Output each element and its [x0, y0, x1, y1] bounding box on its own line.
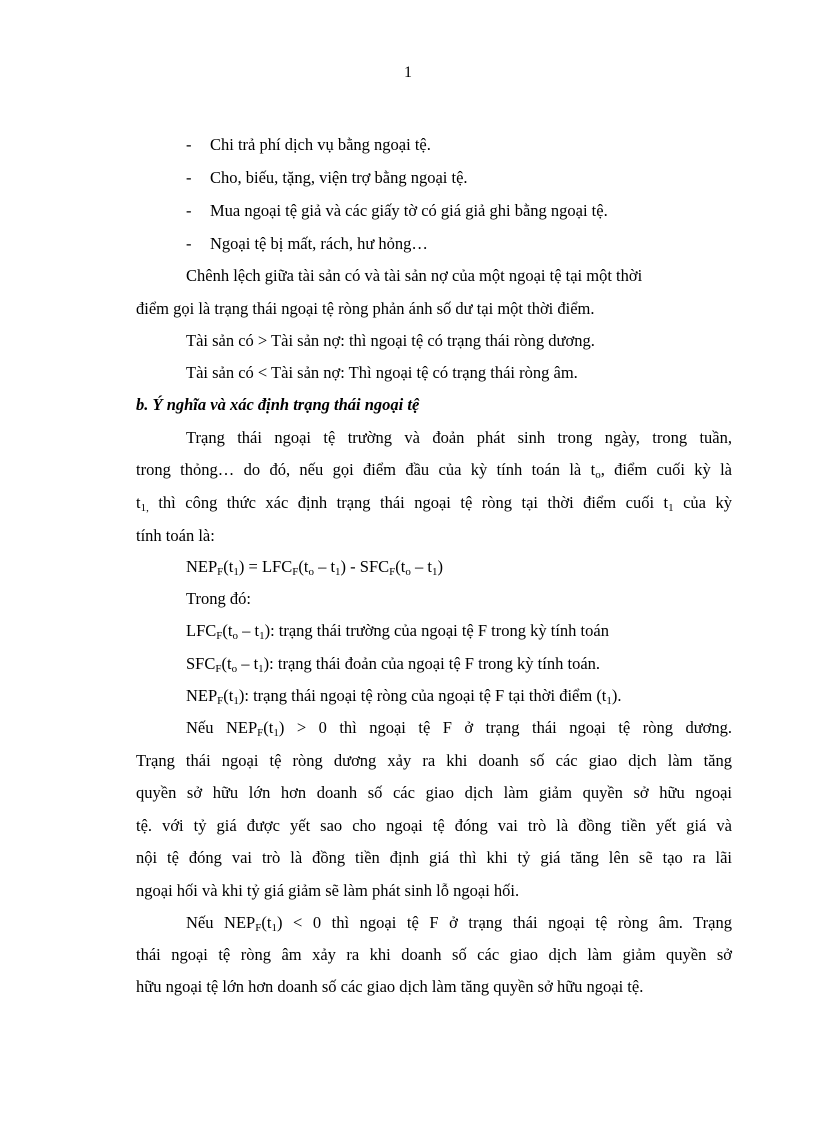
paragraph-line: quyền sở hữu lớn hơn doanh số các giao dịch làm giảm quyền sở hữu ngoại [136, 783, 732, 802]
nep-formula: $NEP_F(t_1) = LFC_F(t_o - t_1) - SFC_F(t_o - t_1)$ [186, 557, 443, 578]
bullet-dash: - [186, 168, 192, 187]
bullet-text: Ngoại tệ bị mất, rách, hư hỏng… [210, 234, 428, 253]
paragraph-line: tính toán là: [136, 526, 215, 545]
paragraph-line: trong thỏng… do đó, nếu gọi điểm đầu của kỳ tính toán là $t_o$, điểm cuối kỳ là [136, 460, 732, 481]
paragraph-line: Nếu $NEP_F(t_1) > 0$ thì ngoại tệ F ở trạng thái ngoại tệ ròng dương. [186, 718, 732, 739]
bullet-text: Chi trả phí dịch vụ bằng ngoại tệ. [210, 135, 431, 154]
page-number: 1 [404, 64, 412, 81]
bullet-dash: - [186, 234, 192, 253]
bullet-text: Mua ngoại tệ giả và các giấy tờ có giá giả ghi bằng ngoại tệ. [210, 201, 608, 220]
paragraph-line: hữu ngoại tệ lớn hơn doanh số các giao dịch làm tăng quyền sở hữu ngoại tệ. [136, 977, 644, 996]
paragraph-line: tệ. với tỷ giá được yết sao cho ngoại tệ đóng vai trò là đồng tiền yết giá và [136, 816, 732, 835]
paragraph-line: ngoại hối và khi tỷ giá giảm sẽ làm phát sinh lỗ ngoại hối. [136, 881, 520, 900]
paragraph-line: $t_{1,}$ thì công thức xác định trạng thái ngoại tệ ròng tại thời điểm cuối $t_1$ của kỳ [136, 493, 732, 514]
paragraph-line: nội tệ đóng vai trò là đồng tiền định giá thì khi tỷ giá tăng lên sẽ tạo ra lãi [136, 848, 732, 867]
paragraph-line: Nếu $NEP_F(t_1) < 0$ thì ngoại tệ F ở trạng thái ngoại tệ ròng âm. Trạng [186, 913, 732, 934]
paragraph-line: điểm gọi là trạng thái ngoại tệ ròng phản ánh số dư tại một thời điểm. [136, 299, 595, 318]
lfc-definition: $LFC_F(t_o - t_1)$: trạng thái trường của ngoại tệ F trong kỳ tính toán [186, 621, 609, 642]
paragraph-line: Chênh lệch giữa tài sản có và tài sản nợ của một ngoại tệ tại một thời [186, 266, 643, 285]
bullet-dash: - [186, 201, 192, 220]
paragraph-line: Trạng thái ngoại tệ ròng dương xảy ra khi doanh số các giao dịch làm tăng [136, 751, 732, 770]
paragraph-line: Trạng thái ngoại tệ trường và đoản phát sinh trong ngày, trong tuần, [186, 428, 732, 447]
bullet-dash: - [186, 135, 192, 154]
nep-definition: $NEP_F(t_1)$: trạng thái ngoại tệ ròng của ngoại tệ F tại thời điểm $(t_1)$. [186, 686, 622, 707]
trong-do-label: Trong đó: [186, 589, 251, 608]
sfc-definition: $SFC_F(t_o - t_1)$: trạng thái đoản của ngoại tệ F trong kỳ tính toán. [186, 654, 601, 675]
negative-rule: Tài sản có < Tài sản nợ: Thì ngoại tệ có trạng thái ròng âm. [186, 363, 578, 382]
paragraph-line: thái ngoại tệ ròng âm xảy ra khi doanh số các giao dịch làm giảm quyền sở [136, 945, 732, 964]
section-heading: b. Ý nghĩa và xác định trạng thái ngoại tệ [136, 395, 420, 414]
positive-rule: Tài sản có > Tài sản nợ: thì ngoại tệ có trạng thái ròng dương. [186, 331, 595, 350]
bullet-text: Cho, biếu, tặng, viện trợ bằng ngoại tệ. [210, 168, 468, 187]
